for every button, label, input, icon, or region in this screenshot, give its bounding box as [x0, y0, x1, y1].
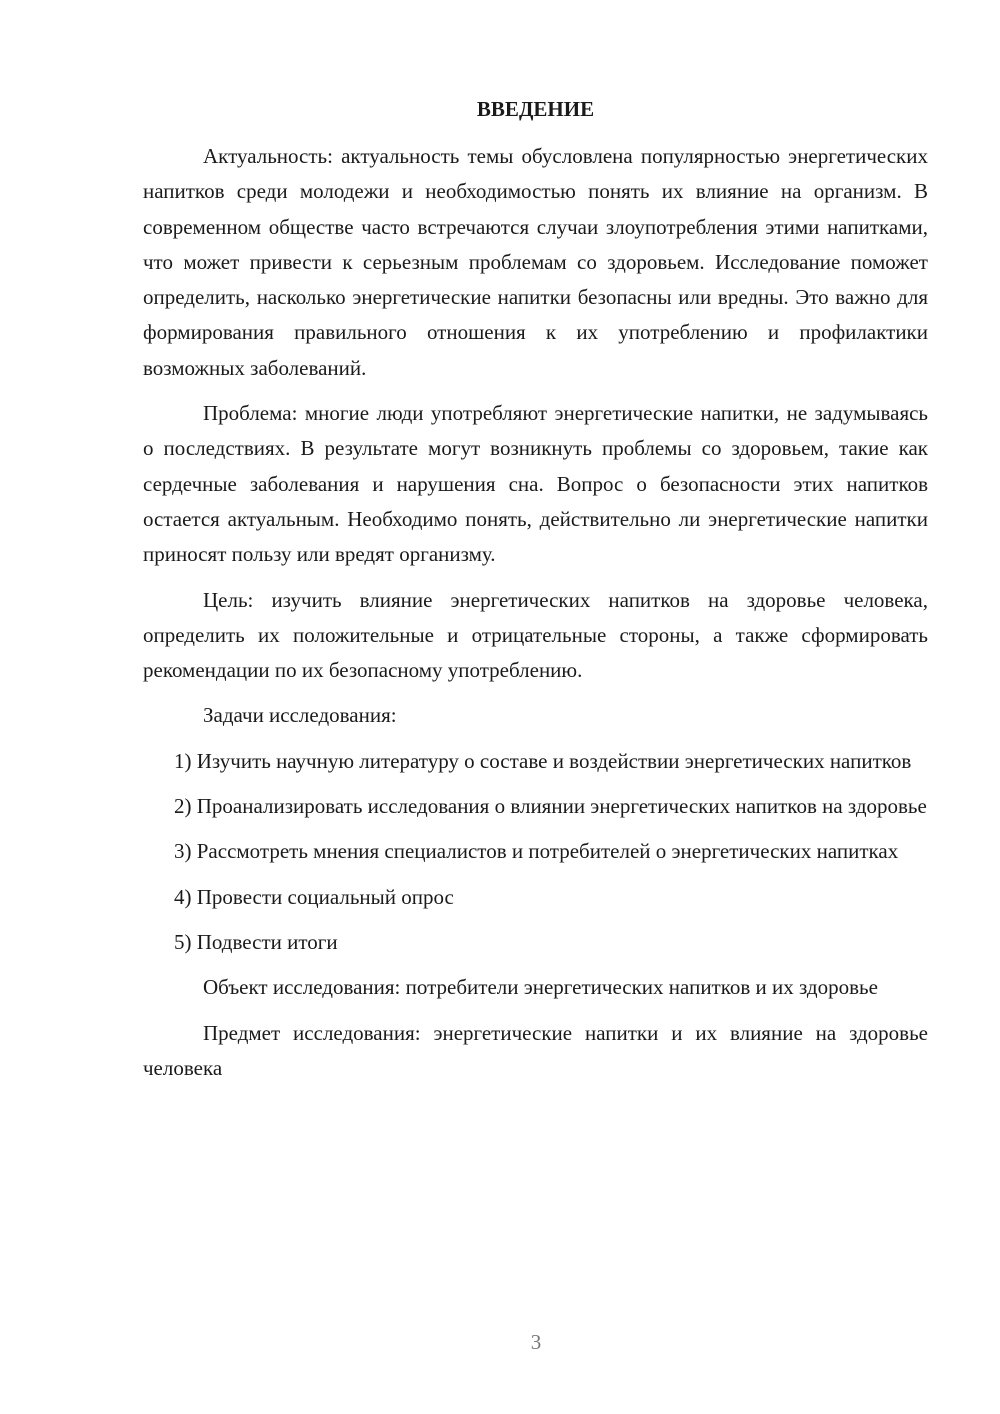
relevance-paragraph: Актуальность: актуальность темы обусловлена популярностью энергетических напитков среди молодежи и необходимостью понять их влияние на организм. В современном обществе часто встречаются случаи злоупотребления этими напитками, что может привести к серьезным проблемам со здоровьем. Исследование поможет определить, насколько энергетические напитки безопасны или вредны. Это важно для формирования правильного отношения к их употреблению и профилактики возможных заболеваний. — [143, 144, 928, 380]
problem-paragraph: Проблема: многие люди употребляют энергетические напитки, не задумываясь о последствиях. В результате могут возникнуть проблемы со здоровьем, такие как сердечные заболевания и нарушения сна. Вопрос о безопасности этих напитков остается актуальным. Необходимо понять, действительно ли энергетические напитки приносят пользу или вредят организму. — [143, 401, 928, 567]
object-paragraph: Объект исследования: потребители энергетических напитков и их здоровье — [203, 975, 878, 1000]
tasks-title: Задачи исследования: — [203, 703, 397, 728]
task-item: 2) Проанализировать исследования о влиянии энергетических напитков на здоровье — [174, 794, 927, 819]
document-page — [143, 92, 928, 1096]
task-item: 5) Подвести итоги — [174, 929, 338, 954]
goal-paragraph: Цель: изучить влияние энергетических напитков на здоровье человека, определить их положительные и отрицательные стороны, а также сформировать рекомендации по их безопасному употреблению. — [143, 587, 928, 683]
task-item: 1) Изучить научную литературу о составе и воздействии энергетических напитков — [174, 748, 912, 773]
task-item: 4) Провести социальный опрос — [174, 884, 454, 909]
page-number: 3 — [530, 1330, 542, 1354]
subject-paragraph: Предмет исследования: энергетические напитки и их влияние на здоровье человека — [143, 1020, 928, 1080]
section-heading: ВВЕДЕНИЕ — [476, 97, 595, 121]
task-item: 3) Рассмотреть мнения специалистов и потребителей о энергетических напитках — [174, 839, 899, 864]
